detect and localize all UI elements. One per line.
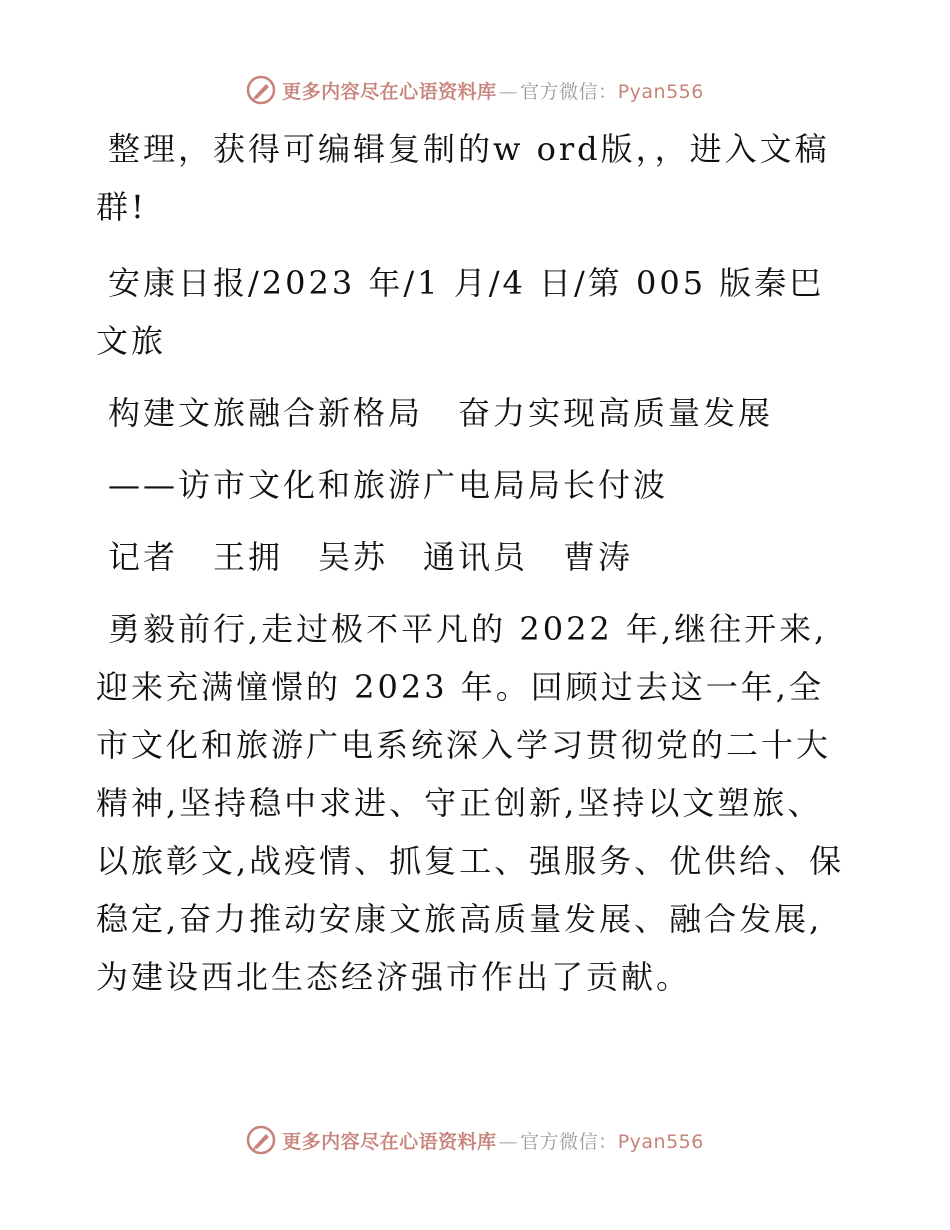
document-body [96,120,856,1006]
article-subtitle: ——访市文化和旅游广电局局长付波 [108,466,669,504]
intro-paragraph: 整理，获得可编辑复制的w ord版，，进入文稿群! [96,130,830,226]
watermark-official-label: 官方微信： [520,80,618,103]
byline: 记者 王拥 吴苏 通讯员 曹涛 [108,538,634,576]
watermark-separator: — [498,1130,519,1153]
watermark-main-text: 更多内容尽在心语资料库 [282,1130,497,1153]
watermark-header [0,70,950,110]
quill-logo-icon [246,1125,276,1155]
article-title: 构建文旅融合新格局 奋力实现高质量发展 [108,394,774,432]
quill-logo-icon [246,75,276,105]
watermark-wechat-id: Pyan556 [617,1130,704,1153]
source-line: 安康日报/2023 年/1 月/4 日/第 005 版秦巴文旅 [96,264,825,360]
watermark-separator: — [498,80,519,103]
watermark-footer [0,1120,950,1160]
watermark-official-label: 官方微信： [520,1130,618,1153]
body-paragraph: 勇毅前行,走过极不平凡的 2022 年,继往开来,迎来充满憧憬的 2023 年。回顾过去这一年,全市文化和旅游广电系统深入学习贯彻党的二十大精神,坚持稳中求进、守正创新,坚持以文塑旅、以旅彰文,战疫情、抓复工、强服务、优供给、保稳定,奋力推动安康文旅高质量发展、融合发展,为建设西北生态经济强市作出了贡献。 [96,610,845,996]
watermark-wechat-id: Pyan556 [617,80,704,103]
watermark-main-text: 更多内容尽在心语资料库 [282,80,497,103]
